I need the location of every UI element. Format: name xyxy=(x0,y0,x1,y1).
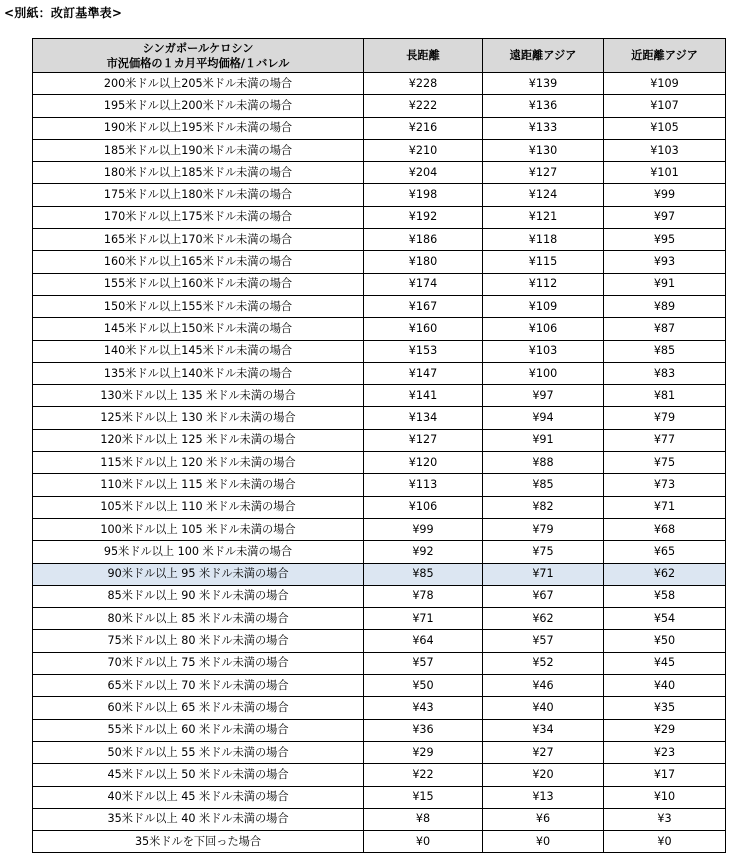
table-row xyxy=(33,675,726,697)
header-far-asia: 遠距離アジア xyxy=(483,39,604,73)
far-asia-cell: ¥34 xyxy=(483,719,604,741)
price-range-cell: 200米ドル以上205米ドル未満の場合 xyxy=(33,73,364,95)
price-range-cell: 90米ドル以上 95 米ドル未満の場合 xyxy=(33,563,364,585)
long-distance-cell: ¥22 xyxy=(364,764,483,786)
far-asia-cell: ¥121 xyxy=(483,206,604,228)
long-distance-cell: ¥78 xyxy=(364,585,483,607)
long-distance-cell: ¥85 xyxy=(364,563,483,585)
near-asia-cell: ¥71 xyxy=(604,496,726,518)
long-distance-cell: ¥186 xyxy=(364,229,483,251)
table-row xyxy=(33,295,726,317)
far-asia-cell: ¥6 xyxy=(483,808,604,830)
table-row xyxy=(33,340,726,362)
near-asia-cell: ¥45 xyxy=(604,652,726,674)
near-asia-cell: ¥105 xyxy=(604,117,726,139)
price-range-cell: 165米ドル以上170米ドル未満の場合 xyxy=(33,229,364,251)
table-row xyxy=(33,362,726,384)
near-asia-cell: ¥29 xyxy=(604,719,726,741)
far-asia-cell: ¥133 xyxy=(483,117,604,139)
near-asia-cell: ¥75 xyxy=(604,452,726,474)
far-asia-cell: ¥71 xyxy=(483,563,604,585)
page-heading: <別紙：改訂基準表> xyxy=(4,6,123,20)
price-range-cell: 155米ドル以上160米ドル未満の場合 xyxy=(33,273,364,295)
table-row xyxy=(33,652,726,674)
table-row xyxy=(33,563,726,585)
table-row xyxy=(33,184,726,206)
table-row xyxy=(33,496,726,518)
price-range-cell: 35米ドルを下回った場合 xyxy=(33,831,364,853)
price-range-cell: 160米ドル以上165米ドル未満の場合 xyxy=(33,251,364,273)
price-range-cell: 150米ドル以上155米ドル未満の場合 xyxy=(33,295,364,317)
near-asia-cell: ¥3 xyxy=(604,808,726,830)
far-asia-cell: ¥79 xyxy=(483,518,604,540)
price-range-cell: 125米ドル以上 130 米ドル未満の場合 xyxy=(33,407,364,429)
table-row xyxy=(33,452,726,474)
long-distance-cell: ¥113 xyxy=(364,474,483,496)
near-asia-cell: ¥23 xyxy=(604,741,726,763)
long-distance-cell: ¥167 xyxy=(364,295,483,317)
price-range-cell: 170米ドル以上175米ドル未満の場合 xyxy=(33,206,364,228)
near-asia-cell: ¥17 xyxy=(604,764,726,786)
near-asia-cell: ¥62 xyxy=(604,563,726,585)
header-condition-line2: 市況価格の１カ月平均価格/１バレル xyxy=(106,56,290,70)
near-asia-cell: ¥89 xyxy=(604,295,726,317)
far-asia-cell: ¥52 xyxy=(483,652,604,674)
long-distance-cell: ¥43 xyxy=(364,697,483,719)
table-row xyxy=(33,831,726,853)
price-range-cell: 115米ドル以上 120 米ドル未満の場合 xyxy=(33,452,364,474)
price-range-cell: 140米ドル以上145米ドル未満の場合 xyxy=(33,340,364,362)
long-distance-cell: ¥192 xyxy=(364,206,483,228)
long-distance-cell: ¥153 xyxy=(364,340,483,362)
price-range-cell: 135米ドル以上140米ドル未満の場合 xyxy=(33,362,364,384)
far-asia-cell: ¥57 xyxy=(483,630,604,652)
near-asia-cell: ¥68 xyxy=(604,518,726,540)
table-header-row xyxy=(33,39,726,73)
far-asia-cell: ¥139 xyxy=(483,73,604,95)
price-range-cell: 145米ドル以上150米ドル未満の場合 xyxy=(33,318,364,340)
near-asia-cell: ¥87 xyxy=(604,318,726,340)
far-asia-cell: ¥100 xyxy=(483,362,604,384)
near-asia-cell: ¥97 xyxy=(604,206,726,228)
long-distance-cell: ¥64 xyxy=(364,630,483,652)
table-row xyxy=(33,585,726,607)
long-distance-cell: ¥57 xyxy=(364,652,483,674)
price-range-cell: 95米ドル以上 100 米ドル未満の場合 xyxy=(33,541,364,563)
near-asia-cell: ¥10 xyxy=(604,786,726,808)
far-asia-cell: ¥0 xyxy=(483,831,604,853)
table-row xyxy=(33,541,726,563)
table-row xyxy=(33,474,726,496)
table-row xyxy=(33,251,726,273)
long-distance-cell: ¥228 xyxy=(364,73,483,95)
table-row xyxy=(33,719,726,741)
header-condition-line1: シンガポールケロシン xyxy=(142,41,254,55)
price-range-cell: 75米ドル以上 80 米ドル未満の場合 xyxy=(33,630,364,652)
near-asia-cell: ¥109 xyxy=(604,73,726,95)
long-distance-cell: ¥222 xyxy=(364,95,483,117)
near-asia-cell: ¥77 xyxy=(604,429,726,451)
price-range-cell: 105米ドル以上 110 米ドル未満の場合 xyxy=(33,496,364,518)
price-range-cell: 60米ドル以上 65 米ドル未満の場合 xyxy=(33,697,364,719)
far-asia-cell: ¥106 xyxy=(483,318,604,340)
far-asia-cell: ¥124 xyxy=(483,184,604,206)
long-distance-cell: ¥0 xyxy=(364,831,483,853)
near-asia-cell: ¥50 xyxy=(604,630,726,652)
far-asia-cell: ¥115 xyxy=(483,251,604,273)
near-asia-cell: ¥99 xyxy=(604,184,726,206)
price-range-cell: 65米ドル以上 70 米ドル未満の場合 xyxy=(33,675,364,697)
table-row xyxy=(33,630,726,652)
table-row xyxy=(33,697,726,719)
table-row xyxy=(33,407,726,429)
long-distance-cell: ¥216 xyxy=(364,117,483,139)
table-row xyxy=(33,117,726,139)
table-row xyxy=(33,429,726,451)
long-distance-cell: ¥210 xyxy=(364,139,483,161)
table-row xyxy=(33,229,726,251)
table-row xyxy=(33,786,726,808)
long-distance-cell: ¥198 xyxy=(364,184,483,206)
long-distance-cell: ¥36 xyxy=(364,719,483,741)
long-distance-cell: ¥160 xyxy=(364,318,483,340)
far-asia-cell: ¥109 xyxy=(483,295,604,317)
price-range-cell: 130米ドル以上 135 米ドル未満の場合 xyxy=(33,385,364,407)
near-asia-cell: ¥103 xyxy=(604,139,726,161)
long-distance-cell: ¥204 xyxy=(364,162,483,184)
table-row xyxy=(33,95,726,117)
near-asia-cell: ¥81 xyxy=(604,385,726,407)
long-distance-cell: ¥134 xyxy=(364,407,483,429)
near-asia-cell: ¥0 xyxy=(604,831,726,853)
price-range-cell: 70米ドル以上 75 米ドル未満の場合 xyxy=(33,652,364,674)
long-distance-cell: ¥92 xyxy=(364,541,483,563)
header-condition xyxy=(33,39,364,73)
table-body xyxy=(33,73,726,853)
far-asia-cell: ¥112 xyxy=(483,273,604,295)
far-asia-cell: ¥62 xyxy=(483,608,604,630)
long-distance-cell: ¥71 xyxy=(364,608,483,630)
long-distance-cell: ¥174 xyxy=(364,273,483,295)
near-asia-cell: ¥73 xyxy=(604,474,726,496)
near-asia-cell: ¥93 xyxy=(604,251,726,273)
far-asia-cell: ¥118 xyxy=(483,229,604,251)
table-row xyxy=(33,318,726,340)
long-distance-cell: ¥99 xyxy=(364,518,483,540)
price-range-cell: 185米ドル以上190米ドル未満の場合 xyxy=(33,139,364,161)
long-distance-cell: ¥147 xyxy=(364,362,483,384)
far-asia-cell: ¥75 xyxy=(483,541,604,563)
price-range-cell: 55米ドル以上 60 米ドル未満の場合 xyxy=(33,719,364,741)
price-range-cell: 175米ドル以上180米ドル未満の場合 xyxy=(33,184,364,206)
table-row xyxy=(33,518,726,540)
near-asia-cell: ¥95 xyxy=(604,229,726,251)
far-asia-cell: ¥136 xyxy=(483,95,604,117)
table-row xyxy=(33,206,726,228)
long-distance-cell: ¥120 xyxy=(364,452,483,474)
near-asia-cell: ¥35 xyxy=(604,697,726,719)
near-asia-cell: ¥85 xyxy=(604,340,726,362)
surcharge-revision-table xyxy=(32,38,726,853)
long-distance-cell: ¥106 xyxy=(364,496,483,518)
table-row xyxy=(33,73,726,95)
far-asia-cell: ¥97 xyxy=(483,385,604,407)
far-asia-cell: ¥46 xyxy=(483,675,604,697)
price-range-cell: 80米ドル以上 85 米ドル未満の場合 xyxy=(33,608,364,630)
price-range-cell: 45米ドル以上 50 米ドル未満の場合 xyxy=(33,764,364,786)
far-asia-cell: ¥27 xyxy=(483,741,604,763)
long-distance-cell: ¥29 xyxy=(364,741,483,763)
near-asia-cell: ¥91 xyxy=(604,273,726,295)
price-range-cell: 195米ドル以上200米ドル未満の場合 xyxy=(33,95,364,117)
near-asia-cell: ¥101 xyxy=(604,162,726,184)
table-row xyxy=(33,385,726,407)
far-asia-cell: ¥82 xyxy=(483,496,604,518)
near-asia-cell: ¥54 xyxy=(604,608,726,630)
table-row xyxy=(33,764,726,786)
far-asia-cell: ¥130 xyxy=(483,139,604,161)
far-asia-cell: ¥85 xyxy=(483,474,604,496)
far-asia-cell: ¥91 xyxy=(483,429,604,451)
header-long-distance: 長距離 xyxy=(364,39,483,73)
long-distance-cell: ¥180 xyxy=(364,251,483,273)
near-asia-cell: ¥83 xyxy=(604,362,726,384)
table-row xyxy=(33,808,726,830)
near-asia-cell: ¥58 xyxy=(604,585,726,607)
near-asia-cell: ¥65 xyxy=(604,541,726,563)
table-row xyxy=(33,162,726,184)
far-asia-cell: ¥13 xyxy=(483,786,604,808)
long-distance-cell: ¥50 xyxy=(364,675,483,697)
near-asia-cell: ¥40 xyxy=(604,675,726,697)
long-distance-cell: ¥8 xyxy=(364,808,483,830)
long-distance-cell: ¥127 xyxy=(364,429,483,451)
far-asia-cell: ¥94 xyxy=(483,407,604,429)
table-row xyxy=(33,273,726,295)
long-distance-cell: ¥15 xyxy=(364,786,483,808)
far-asia-cell: ¥20 xyxy=(483,764,604,786)
far-asia-cell: ¥103 xyxy=(483,340,604,362)
price-range-cell: 85米ドル以上 90 米ドル未満の場合 xyxy=(33,585,364,607)
price-range-cell: 190米ドル以上195米ドル未満の場合 xyxy=(33,117,364,139)
table-row xyxy=(33,741,726,763)
far-asia-cell: ¥67 xyxy=(483,585,604,607)
price-range-cell: 40米ドル以上 45 米ドル未満の場合 xyxy=(33,786,364,808)
far-asia-cell: ¥40 xyxy=(483,697,604,719)
price-range-cell: 180米ドル以上185米ドル未満の場合 xyxy=(33,162,364,184)
near-asia-cell: ¥79 xyxy=(604,407,726,429)
long-distance-cell: ¥141 xyxy=(364,385,483,407)
price-range-cell: 120米ドル以上 125 米ドル未満の場合 xyxy=(33,429,364,451)
header-near-asia: 近距離アジア xyxy=(604,39,726,73)
price-range-cell: 100米ドル以上 105 米ドル未満の場合 xyxy=(33,518,364,540)
price-range-cell: 35米ドル以上 40 米ドル未満の場合 xyxy=(33,808,364,830)
price-range-cell: 110米ドル以上 115 米ドル未満の場合 xyxy=(33,474,364,496)
far-asia-cell: ¥88 xyxy=(483,452,604,474)
table-row xyxy=(33,608,726,630)
far-asia-cell: ¥127 xyxy=(483,162,604,184)
price-range-cell: 50米ドル以上 55 米ドル未満の場合 xyxy=(33,741,364,763)
table-row xyxy=(33,139,726,161)
near-asia-cell: ¥107 xyxy=(604,95,726,117)
